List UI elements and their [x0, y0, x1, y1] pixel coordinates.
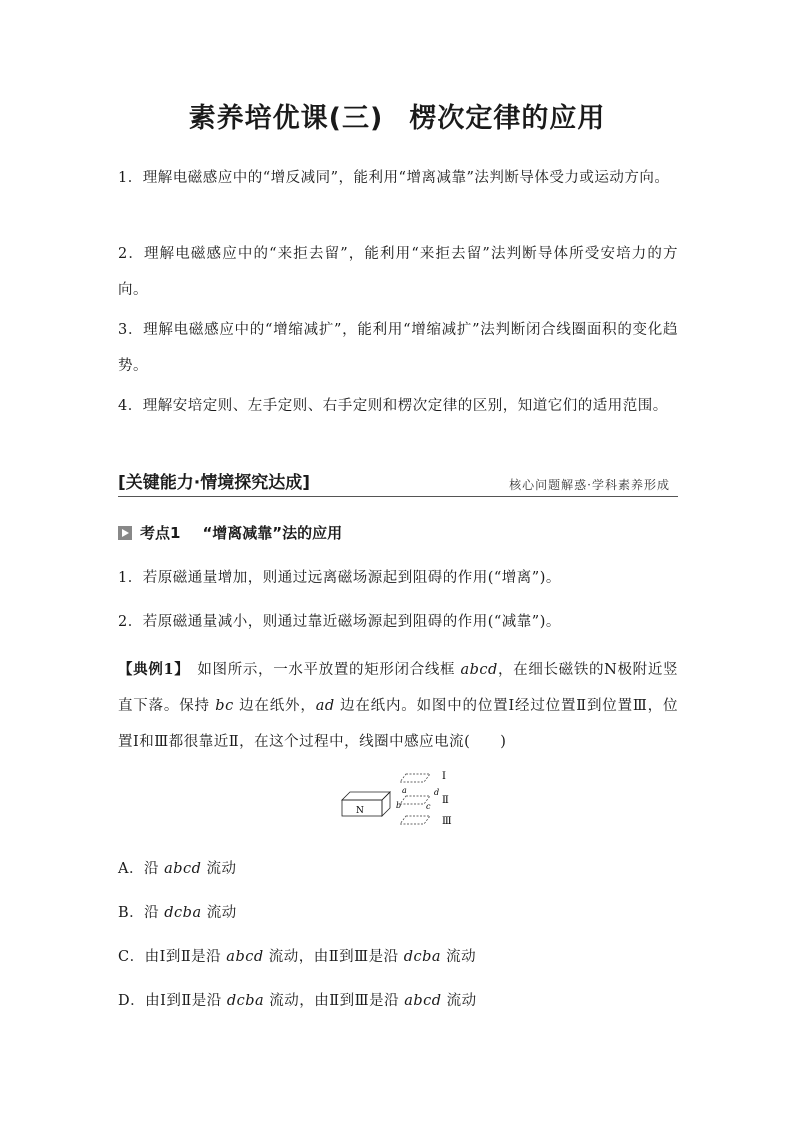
option-a[interactable]: A．沿 abcd 流动 [118, 861, 237, 877]
rule-1: 1．若原磁通量增加，则通过远离磁场源起到阻碍的作用(“增离”)。 [118, 570, 561, 586]
option-c[interactable]: C．由Ⅰ到Ⅱ是沿 abcd 流动，由Ⅱ到Ⅲ是沿 dcba 流动 [118, 949, 477, 965]
kaodian-label: 考点1 [140, 524, 181, 542]
option-b[interactable]: B．沿 dcba 流动 [118, 905, 237, 921]
rule-2: 2．若原磁通量减小，则通过靠近磁场源起到阻碍的作用(“减靠”)。 [118, 614, 561, 630]
goal-1: 1．理解电磁感应中的“增反减同”，能利用“增离减靠”法判断导体受力或运动方向。 [118, 170, 670, 186]
position-3-label: Ⅲ [442, 816, 452, 827]
magnet-shape [342, 792, 390, 816]
goal-4: 4．理解安培定则、左手定则、右手定则和楞次定律的区别，知道它们的适用范围。 [118, 398, 668, 414]
section-title: [关键能力·情境探究达成] [118, 473, 310, 493]
magnet-coil-figure [330, 762, 480, 834]
option-d[interactable]: D．由Ⅰ到Ⅱ是沿 dcba 流动，由Ⅱ到Ⅲ是沿 abcd 流动 [118, 993, 477, 1009]
kaodian-title: “增离减靠”法的应用 [202, 524, 343, 542]
play-triangle-icon [118, 526, 132, 540]
example-tag: 【典例1】 [118, 661, 183, 678]
example-paragraph: 【典例1】 如图所示，一水平放置的矩形闭合线框 abcd，在细长磁铁的N极附近竖直下落。保持 bc 边在纸外，ad 边在纸内。如图中的位置Ⅰ经过位置Ⅱ到位置Ⅲ，位置Ⅰ和Ⅲ都很靠近Ⅱ，在这个过程中，线圈中感应电流( ) [118, 661, 679, 750]
magnet-n-label: N [356, 806, 364, 816]
section-bar [118, 466, 678, 497]
svg-text:a: a [402, 786, 407, 795]
kaodian-heading [118, 522, 342, 543]
coil-position-3 [400, 816, 430, 824]
position-2-label: Ⅱ [442, 795, 449, 806]
goal-2: 2．理解电磁感应中的“来拒去留”，能利用“来拒去留”法判断导体所受安培力的方向。 [118, 246, 678, 298]
title-sub: 楞次定律的应用 [409, 103, 606, 134]
title-main: 素养培优课(三) [188, 103, 384, 134]
svg-text:c: c [426, 802, 431, 811]
page-title [0, 96, 794, 135]
svg-text:d: d [434, 788, 440, 797]
goal-3: 3．理解电磁感应中的“增缩减扩”，能利用“增缩减扩”法判断闭合线圈面积的变化趋势。 [118, 322, 678, 374]
position-1-label: Ⅰ [442, 771, 446, 782]
section-subtitle: 核心问题解惑·学科素养形成 [509, 478, 670, 492]
coil-position-1 [400, 774, 430, 782]
svg-text:b: b [396, 801, 402, 810]
